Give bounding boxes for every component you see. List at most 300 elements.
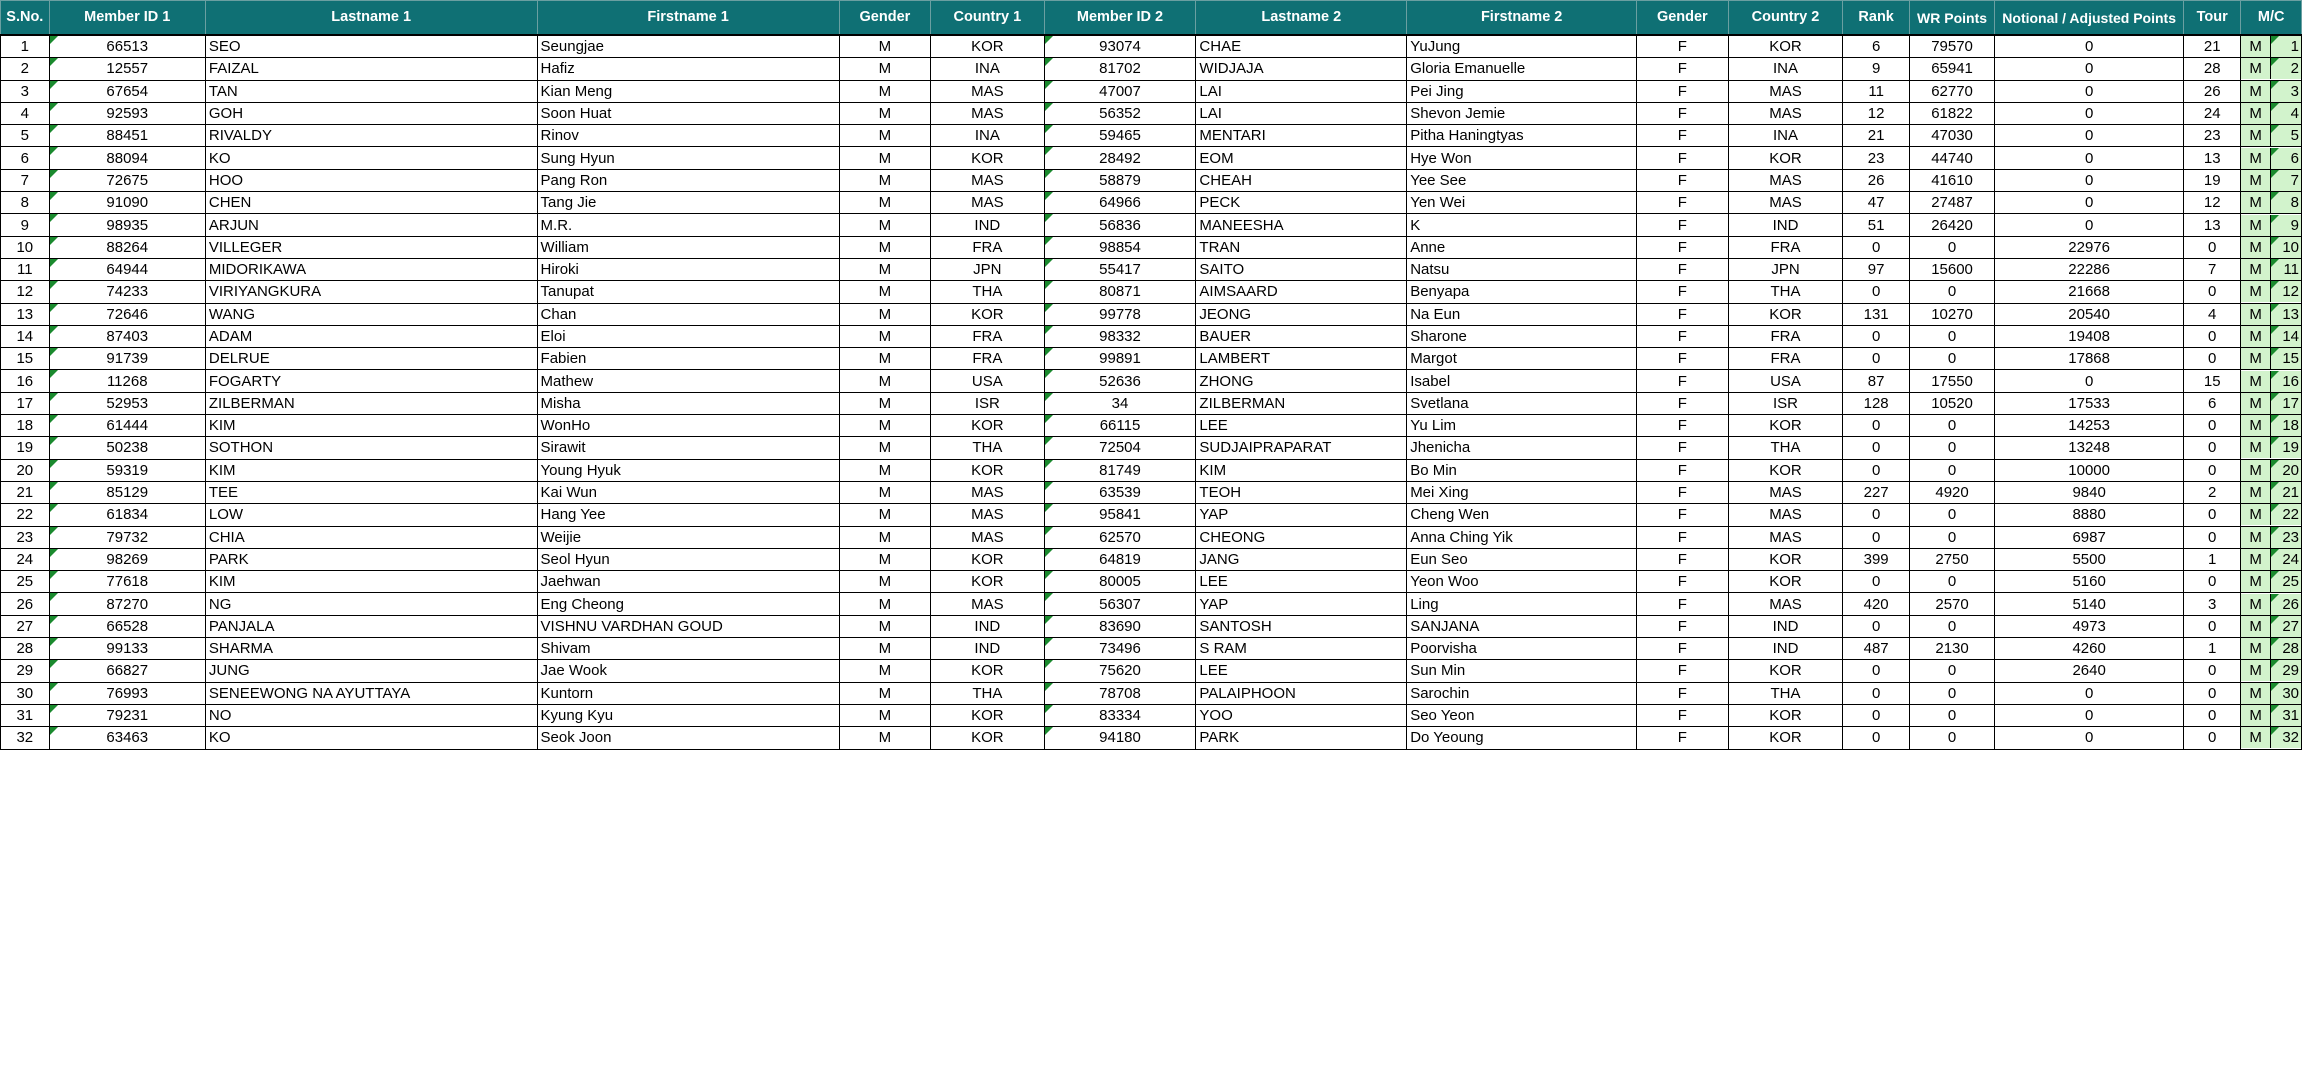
table-cell[interactable]: Cheng Wen — [1407, 504, 1637, 526]
column-header[interactable]: Member ID 2 — [1044, 1, 1196, 36]
table-cell[interactable]: F — [1637, 727, 1728, 749]
table-cell[interactable]: 0 — [1995, 58, 2184, 80]
table-cell[interactable]: 14253 — [1995, 415, 2184, 437]
table-cell[interactable]: MAS — [931, 504, 1045, 526]
table-cell[interactable]: 61444 — [49, 415, 205, 437]
table-cell[interactable]: F — [1637, 682, 1728, 704]
mc-cell[interactable] — [2241, 147, 2302, 169]
table-cell[interactable]: MAS — [931, 526, 1045, 548]
table-cell[interactable]: M — [839, 682, 930, 704]
table-cell[interactable]: KOR — [931, 147, 1045, 169]
table-cell[interactable]: 8 — [1, 192, 50, 214]
column-header[interactable]: Gender — [1637, 1, 1728, 36]
table-cell[interactable]: M — [839, 58, 930, 80]
table-cell[interactable]: KOR — [931, 548, 1045, 570]
table-cell[interactable]: CHIA — [205, 526, 537, 548]
table-cell[interactable]: 16 — [1, 370, 50, 392]
table-cell[interactable]: 0 — [1995, 192, 2184, 214]
table-cell[interactable]: Misha — [537, 392, 839, 414]
table-cell[interactable]: 5500 — [1995, 548, 2184, 570]
table-cell[interactable]: 80871 — [1044, 281, 1196, 303]
table-cell[interactable]: 92593 — [49, 102, 205, 124]
table-cell[interactable]: 85129 — [49, 481, 205, 503]
table-cell[interactable]: M — [839, 192, 930, 214]
table-cell[interactable]: MAS — [1728, 80, 1843, 102]
table-cell[interactable]: KOR — [1728, 727, 1843, 749]
table-cell[interactable]: MIDORIKAWA — [205, 258, 537, 280]
table-cell[interactable]: F — [1637, 192, 1728, 214]
mc-cell[interactable] — [2241, 370, 2302, 392]
table-cell[interactable]: JPN — [1728, 258, 1843, 280]
table-cell[interactable]: 47 — [1843, 192, 1909, 214]
table-cell[interactable]: FAIZAL — [205, 58, 537, 80]
table-cell[interactable]: 23 — [1, 526, 50, 548]
table-cell[interactable]: 0 — [1843, 325, 1909, 347]
mc-cell[interactable] — [2241, 192, 2302, 214]
table-cell[interactable]: 10000 — [1995, 459, 2184, 481]
mc-cell[interactable] — [2241, 236, 2302, 258]
table-cell[interactable]: F — [1637, 236, 1728, 258]
table-cell[interactable]: Sarochin — [1407, 682, 1637, 704]
table-cell[interactable]: 0 — [1909, 504, 1994, 526]
table-cell[interactable]: IND — [931, 615, 1045, 637]
table-cell[interactable]: 27487 — [1909, 192, 1994, 214]
table-cell[interactable]: William — [537, 236, 839, 258]
table-cell[interactable]: F — [1637, 325, 1728, 347]
mc-cell[interactable] — [2241, 571, 2302, 593]
table-cell[interactable]: F — [1637, 704, 1728, 726]
table-cell[interactable]: 72504 — [1044, 437, 1196, 459]
table-cell[interactable]: 28 — [2183, 58, 2240, 80]
table-cell[interactable]: 0 — [1843, 704, 1909, 726]
table-cell[interactable]: Gloria Emanuelle — [1407, 58, 1637, 80]
table-cell[interactable]: KOR — [931, 571, 1045, 593]
table-cell[interactable]: 66513 — [49, 35, 205, 58]
table-cell[interactable]: CHEN — [205, 192, 537, 214]
table-cell[interactable]: 0 — [1995, 147, 2184, 169]
table-cell[interactable]: SEO — [205, 35, 537, 58]
column-header[interactable]: Country 2 — [1728, 1, 1843, 36]
column-header[interactable]: Lastname 2 — [1196, 1, 1407, 36]
table-cell[interactable]: Sharone — [1407, 325, 1637, 347]
table-cell[interactable]: F — [1637, 638, 1728, 660]
table-cell[interactable]: Anna Ching Yik — [1407, 526, 1637, 548]
table-cell[interactable]: 73496 — [1044, 638, 1196, 660]
table-cell[interactable]: S RAM — [1196, 638, 1407, 660]
table-cell[interactable]: 26 — [1, 593, 50, 615]
table-cell[interactable]: F — [1637, 303, 1728, 325]
table-cell[interactable]: 11 — [1843, 80, 1909, 102]
table-cell[interactable]: FRA — [1728, 348, 1843, 370]
table-cell[interactable]: SOTHON — [205, 437, 537, 459]
mc-cell[interactable] — [2241, 281, 2302, 303]
table-cell[interactable]: Seungjae — [537, 35, 839, 58]
table-cell[interactable]: Seol Hyun — [537, 548, 839, 570]
table-cell[interactable]: YAP — [1196, 504, 1407, 526]
table-cell[interactable]: THA — [1728, 437, 1843, 459]
table-cell[interactable]: 63463 — [49, 727, 205, 749]
table-cell[interactable]: 0 — [1909, 415, 1994, 437]
table-cell[interactable]: Natsu — [1407, 258, 1637, 280]
table-cell[interactable]: 0 — [1995, 80, 2184, 102]
table-cell[interactable]: 0 — [2183, 459, 2240, 481]
table-cell[interactable]: 97 — [1843, 258, 1909, 280]
table-cell[interactable]: KIM — [205, 459, 537, 481]
table-cell[interactable]: 64944 — [49, 258, 205, 280]
mc-cell[interactable] — [2241, 593, 2302, 615]
table-cell[interactable]: 0 — [1995, 682, 2184, 704]
table-cell[interactable]: 0 — [1995, 370, 2184, 392]
table-cell[interactable]: 30 — [1, 682, 50, 704]
table-cell[interactable]: 0 — [1843, 236, 1909, 258]
table-cell[interactable]: 4 — [2183, 303, 2240, 325]
table-cell[interactable]: M — [839, 236, 930, 258]
table-cell[interactable]: NO — [205, 704, 537, 726]
table-cell[interactable]: MAS — [1728, 593, 1843, 615]
table-cell[interactable]: 9 — [1, 214, 50, 236]
table-cell[interactable]: Na Eun — [1407, 303, 1637, 325]
table-cell[interactable]: IND — [931, 638, 1045, 660]
table-cell[interactable]: KIM — [205, 571, 537, 593]
table-cell[interactable]: Pitha Haningtyas — [1407, 125, 1637, 147]
table-cell[interactable]: Seok Joon — [537, 727, 839, 749]
table-cell[interactable]: Svetlana — [1407, 392, 1637, 414]
table-cell[interactable]: MANEESHA — [1196, 214, 1407, 236]
table-cell[interactable]: M — [839, 258, 930, 280]
table-cell[interactable]: 6 — [1843, 35, 1909, 58]
table-cell[interactable]: F — [1637, 593, 1728, 615]
table-cell[interactable]: 15 — [1, 348, 50, 370]
table-cell[interactable]: 13248 — [1995, 437, 2184, 459]
table-cell[interactable]: 4 — [1, 102, 50, 124]
column-header[interactable]: Rank — [1843, 1, 1909, 36]
table-cell[interactable]: 61822 — [1909, 102, 1994, 124]
table-cell[interactable]: KOR — [1728, 704, 1843, 726]
table-cell[interactable]: 99891 — [1044, 348, 1196, 370]
table-cell[interactable]: Ling — [1407, 593, 1637, 615]
table-cell[interactable]: IND — [1728, 214, 1843, 236]
table-cell[interactable]: 18 — [1, 415, 50, 437]
table-cell[interactable]: 227 — [1843, 481, 1909, 503]
table-cell[interactable]: 0 — [1909, 727, 1994, 749]
table-cell[interactable]: 5160 — [1995, 571, 2184, 593]
mc-cell[interactable] — [2241, 303, 2302, 325]
table-cell[interactable]: Anne — [1407, 236, 1637, 258]
table-cell[interactable]: 1 — [1, 35, 50, 58]
table-cell[interactable]: Eloi — [537, 325, 839, 347]
table-cell[interactable]: 0 — [1909, 281, 1994, 303]
table-cell[interactable]: Sung Hyun — [537, 147, 839, 169]
mc-cell[interactable] — [2241, 35, 2302, 58]
table-cell[interactable]: 0 — [1909, 236, 1994, 258]
table-cell[interactable]: M.R. — [537, 214, 839, 236]
table-cell[interactable]: 22 — [1, 504, 50, 526]
table-cell[interactable]: PALAIPHOON — [1196, 682, 1407, 704]
table-cell[interactable]: THA — [931, 682, 1045, 704]
table-cell[interactable]: KOR — [931, 459, 1045, 481]
table-cell[interactable]: PECK — [1196, 192, 1407, 214]
table-cell[interactable]: 4920 — [1909, 481, 1994, 503]
table-cell[interactable]: 28492 — [1044, 147, 1196, 169]
column-header[interactable]: Tour — [2183, 1, 2240, 36]
table-cell[interactable]: 20540 — [1995, 303, 2184, 325]
table-cell[interactable]: THA — [931, 437, 1045, 459]
table-cell[interactable]: M — [839, 593, 930, 615]
table-cell[interactable]: Bo Min — [1407, 459, 1637, 481]
table-cell[interactable]: 9840 — [1995, 481, 2184, 503]
table-cell[interactable]: LAMBERT — [1196, 348, 1407, 370]
table-cell[interactable]: M — [839, 281, 930, 303]
table-cell[interactable]: M — [839, 392, 930, 414]
table-cell[interactable]: M — [839, 80, 930, 102]
table-cell[interactable]: 79231 — [49, 704, 205, 726]
table-cell[interactable]: USA — [931, 370, 1045, 392]
table-cell[interactable]: 47030 — [1909, 125, 1994, 147]
table-cell[interactable]: 29 — [1, 660, 50, 682]
table-cell[interactable]: 88094 — [49, 147, 205, 169]
table-cell[interactable]: Mei Xing — [1407, 481, 1637, 503]
table-cell[interactable]: WonHo — [537, 415, 839, 437]
table-cell[interactable]: 12 — [1, 281, 50, 303]
table-cell[interactable]: 21 — [1843, 125, 1909, 147]
table-cell[interactable]: Yen Wei — [1407, 192, 1637, 214]
table-cell[interactable]: Sirawit — [537, 437, 839, 459]
table-cell[interactable]: KOR — [1728, 571, 1843, 593]
mc-cell[interactable] — [2241, 459, 2302, 481]
table-cell[interactable]: KOR — [1728, 459, 1843, 481]
table-cell[interactable]: 52953 — [49, 392, 205, 414]
table-cell[interactable]: F — [1637, 58, 1728, 80]
table-cell[interactable]: 27 — [1, 615, 50, 637]
column-header[interactable]: Firstname 2 — [1407, 1, 1637, 36]
column-header[interactable]: Lastname 1 — [205, 1, 537, 36]
table-cell[interactable]: LAI — [1196, 102, 1407, 124]
table-cell[interactable]: 6 — [1, 147, 50, 169]
table-cell[interactable]: LAI — [1196, 80, 1407, 102]
mc-cell[interactable] — [2241, 415, 2302, 437]
table-cell[interactable]: 74233 — [49, 281, 205, 303]
table-cell[interactable]: 23 — [1843, 147, 1909, 169]
table-cell[interactable]: JEONG — [1196, 303, 1407, 325]
table-cell[interactable]: CHEONG — [1196, 526, 1407, 548]
table-cell[interactable]: F — [1637, 370, 1728, 392]
table-cell[interactable]: 17868 — [1995, 348, 2184, 370]
table-cell[interactable]: 62570 — [1044, 526, 1196, 548]
table-cell[interactable]: ZILBERMAN — [205, 392, 537, 414]
table-cell[interactable]: 0 — [2183, 571, 2240, 593]
table-cell[interactable]: F — [1637, 548, 1728, 570]
table-cell[interactable]: ZHONG — [1196, 370, 1407, 392]
table-cell[interactable]: 4260 — [1995, 638, 2184, 660]
table-cell[interactable]: 98935 — [49, 214, 205, 236]
table-cell[interactable]: 66528 — [49, 615, 205, 637]
table-cell[interactable]: M — [839, 370, 930, 392]
table-cell[interactable]: F — [1637, 35, 1728, 58]
mc-cell[interactable] — [2241, 325, 2302, 347]
table-cell[interactable]: KOR — [931, 35, 1045, 58]
table-cell[interactable]: MAS — [931, 593, 1045, 615]
table-cell[interactable]: 0 — [1995, 727, 2184, 749]
table-cell[interactable]: 99133 — [49, 638, 205, 660]
table-cell[interactable]: KOR — [931, 704, 1045, 726]
table-cell[interactable]: JANG — [1196, 548, 1407, 570]
table-cell[interactable]: FRA — [931, 236, 1045, 258]
table-cell[interactable]: Kian Meng — [537, 80, 839, 102]
table-cell[interactable]: Jaehwan — [537, 571, 839, 593]
table-cell[interactable]: 64966 — [1044, 192, 1196, 214]
table-cell[interactable]: M — [839, 459, 930, 481]
table-cell[interactable]: 0 — [2183, 236, 2240, 258]
table-cell[interactable]: 0 — [2183, 281, 2240, 303]
table-cell[interactable]: 0 — [1843, 504, 1909, 526]
table-cell[interactable]: 67654 — [49, 80, 205, 102]
table-cell[interactable]: MAS — [931, 481, 1045, 503]
table-cell[interactable]: KOR — [931, 415, 1045, 437]
table-cell[interactable]: 75620 — [1044, 660, 1196, 682]
mc-cell[interactable] — [2241, 58, 2302, 80]
table-cell[interactable]: 0 — [1843, 526, 1909, 548]
mc-cell[interactable] — [2241, 548, 2302, 570]
table-cell[interactable]: Weijie — [537, 526, 839, 548]
column-header[interactable]: Notional / Adjusted Points — [1995, 1, 2184, 36]
table-cell[interactable]: Hye Won — [1407, 147, 1637, 169]
table-cell[interactable]: SHARMA — [205, 638, 537, 660]
table-cell[interactable]: 0 — [1843, 615, 1909, 637]
table-cell[interactable]: 66115 — [1044, 415, 1196, 437]
table-cell[interactable]: KOR — [931, 660, 1045, 682]
table-cell[interactable]: 24 — [1, 548, 50, 570]
table-cell[interactable]: 17550 — [1909, 370, 1994, 392]
table-cell[interactable]: MAS — [1728, 504, 1843, 526]
table-cell[interactable]: Pei Jing — [1407, 80, 1637, 102]
table-cell[interactable]: YAP — [1196, 593, 1407, 615]
mc-cell[interactable] — [2241, 348, 2302, 370]
table-cell[interactable]: 25 — [1, 571, 50, 593]
table-cell[interactable]: Yee See — [1407, 169, 1637, 191]
table-cell[interactable]: ZILBERMAN — [1196, 392, 1407, 414]
table-cell[interactable]: 15 — [2183, 370, 2240, 392]
table-cell[interactable]: PARK — [1196, 727, 1407, 749]
table-cell[interactable]: 95841 — [1044, 504, 1196, 526]
table-cell[interactable]: 87403 — [49, 325, 205, 347]
table-cell[interactable]: MAS — [1728, 169, 1843, 191]
table-cell[interactable]: EOM — [1196, 147, 1407, 169]
table-cell[interactable]: Mathew — [537, 370, 839, 392]
table-cell[interactable]: 76993 — [49, 682, 205, 704]
table-cell[interactable]: F — [1637, 125, 1728, 147]
table-cell[interactable]: 72646 — [49, 303, 205, 325]
table-cell[interactable]: 41610 — [1909, 169, 1994, 191]
table-cell[interactable]: 0 — [1909, 615, 1994, 637]
table-cell[interactable]: Benyapa — [1407, 281, 1637, 303]
table-cell[interactable]: Hang Yee — [537, 504, 839, 526]
table-cell[interactable]: 34 — [1044, 392, 1196, 414]
table-cell[interactable]: 91739 — [49, 348, 205, 370]
table-cell[interactable]: Kai Wun — [537, 481, 839, 503]
table-cell[interactable]: TRAN — [1196, 236, 1407, 258]
table-cell[interactable]: 487 — [1843, 638, 1909, 660]
table-cell[interactable]: F — [1637, 571, 1728, 593]
table-cell[interactable]: 81749 — [1044, 459, 1196, 481]
table-cell[interactable]: KOR — [1728, 303, 1843, 325]
table-cell[interactable]: ISR — [1728, 392, 1843, 414]
column-header[interactable]: WR Points — [1909, 1, 1994, 36]
table-cell[interactable]: 56307 — [1044, 593, 1196, 615]
table-cell[interactable]: F — [1637, 615, 1728, 637]
table-cell[interactable]: 19 — [2183, 169, 2240, 191]
table-cell[interactable]: 98269 — [49, 548, 205, 570]
table-cell[interactable]: INA — [931, 58, 1045, 80]
table-cell[interactable]: 14 — [1, 325, 50, 347]
table-cell[interactable]: Sun Min — [1407, 660, 1637, 682]
table-cell[interactable]: M — [839, 325, 930, 347]
table-cell[interactable]: SUDJAIPRAPARAT — [1196, 437, 1407, 459]
table-cell[interactable]: INA — [1728, 58, 1843, 80]
table-cell[interactable]: CHAE — [1196, 35, 1407, 58]
table-cell[interactable]: VISHNU VARDHAN GOUD — [537, 615, 839, 637]
table-cell[interactable]: F — [1637, 169, 1728, 191]
table-cell[interactable]: 0 — [1843, 281, 1909, 303]
table-cell[interactable]: F — [1637, 147, 1728, 169]
table-cell[interactable]: 5140 — [1995, 593, 2184, 615]
table-cell[interactable]: YOO — [1196, 704, 1407, 726]
table-cell[interactable]: 0 — [2183, 727, 2240, 749]
table-cell[interactable]: 93074 — [1044, 35, 1196, 58]
mc-cell[interactable] — [2241, 727, 2302, 749]
column-header[interactable]: Country 1 — [931, 1, 1045, 36]
table-cell[interactable]: KOR — [1728, 415, 1843, 437]
table-cell[interactable]: 2640 — [1995, 660, 2184, 682]
table-cell[interactable]: M — [839, 125, 930, 147]
table-cell[interactable]: 420 — [1843, 593, 1909, 615]
table-cell[interactable]: PANJALA — [205, 615, 537, 637]
table-cell[interactable]: M — [839, 214, 930, 236]
table-cell[interactable]: 0 — [1995, 169, 2184, 191]
table-cell[interactable]: 21 — [1, 481, 50, 503]
table-cell[interactable]: 6987 — [1995, 526, 2184, 548]
table-cell[interactable]: Seo Yeon — [1407, 704, 1637, 726]
mc-cell[interactable] — [2241, 169, 2302, 191]
table-cell[interactable]: M — [839, 102, 930, 124]
table-cell[interactable]: 79570 — [1909, 35, 1994, 58]
table-cell[interactable]: 88451 — [49, 125, 205, 147]
table-cell[interactable]: M — [839, 704, 930, 726]
table-cell[interactable]: 56836 — [1044, 214, 1196, 236]
table-cell[interactable]: 2570 — [1909, 593, 1994, 615]
mc-cell[interactable] — [2241, 392, 2302, 414]
table-cell[interactable]: 66827 — [49, 660, 205, 682]
table-cell[interactable]: KIM — [1196, 459, 1407, 481]
table-cell[interactable]: WIDJAJA — [1196, 58, 1407, 80]
table-cell[interactable]: 0 — [1995, 125, 2184, 147]
table-cell[interactable]: 17533 — [1995, 392, 2184, 414]
table-cell[interactable]: 7 — [2183, 258, 2240, 280]
table-cell[interactable]: 81702 — [1044, 58, 1196, 80]
table-cell[interactable]: 21668 — [1995, 281, 2184, 303]
column-header[interactable]: S.No. — [1, 1, 50, 36]
table-cell[interactable]: MAS — [1728, 481, 1843, 503]
table-cell[interactable]: M — [839, 638, 930, 660]
table-cell[interactable]: 13 — [2183, 214, 2240, 236]
table-cell[interactable]: FRA — [931, 325, 1045, 347]
table-cell[interactable]: Soon Huat — [537, 102, 839, 124]
table-cell[interactable]: FRA — [931, 348, 1045, 370]
table-cell[interactable]: THA — [1728, 281, 1843, 303]
table-cell[interactable]: 2 — [2183, 481, 2240, 503]
mc-cell[interactable] — [2241, 504, 2302, 526]
table-cell[interactable]: KOR — [931, 303, 1045, 325]
table-cell[interactable]: KIM — [205, 415, 537, 437]
